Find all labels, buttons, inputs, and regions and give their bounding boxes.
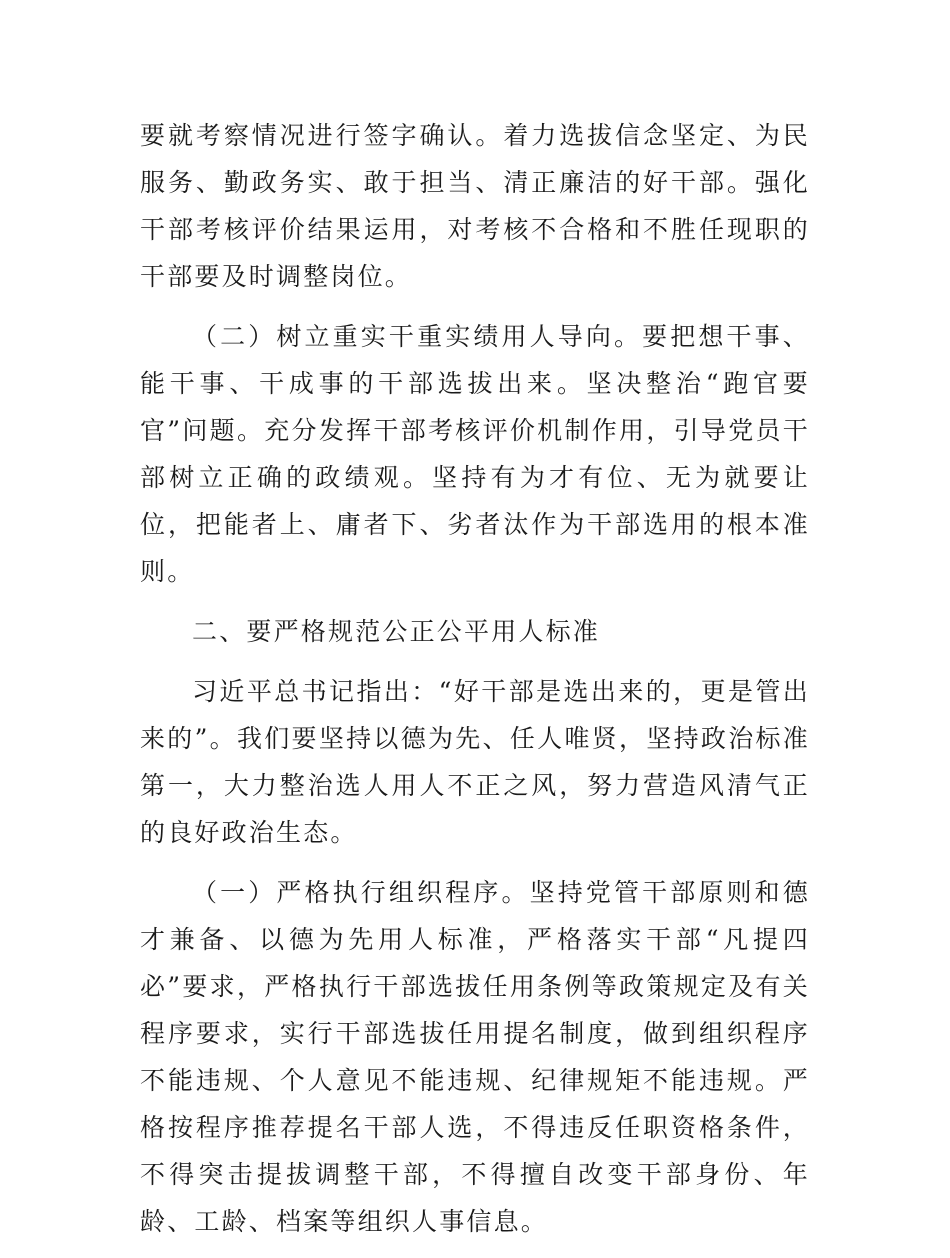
document-body: [140, 112, 810, 1258]
paragraph-subsection-1: （一）严格执行组织程序。坚持党管干部原则和德才兼备、以德为先用人标准，严格落实干部“凡提四必”要求，严格执行干部选拔任用条例等政策规定及有关程序要求，实行干部选拔任用提名制度，做到组织程序不能违规、个人意见不能违规、纪律规矩不能违规。严格按程序推荐提名干部人选，不得违反任职资格条件，不得突击提拔调整干部，不得擅自改变干部身份、年龄、工龄、档案等组织人事信息。: [140, 878, 810, 1236]
paragraph-quote: 习近平总书记指出：“好干部是选出来的，更是管出来的”。我们要坚持以德为先、任人唯贤，坚持政治标准第一，大力整治选人用人不正之风，努力营造风清气正的良好政治生态。: [140, 677, 810, 847]
section-heading: 二、要严格规范公正公平用人标准: [192, 617, 601, 646]
paragraph-continuation: 要就考察情况进行签字确认。着力选拔信念坚定、为民服务、勤政务实、敢于担当、清正廉洁的好干部。强化干部考核评价结果运用，对考核不合格和不胜任现职的干部要及时调整岗位。: [140, 121, 810, 291]
paragraph-section-2: （二）树立重实干重实绩用人导向。要把想干事、能干事、干成事的干部选拔出来。坚决整治“跑官要官”问题。充分发挥干部考核评价机制作用，引导党员干部树立正确的政绩观。坚持有为才有位、无为就要让位，把能者上、庸者下、劣者汰作为干部选用的根本准则。: [140, 322, 810, 586]
